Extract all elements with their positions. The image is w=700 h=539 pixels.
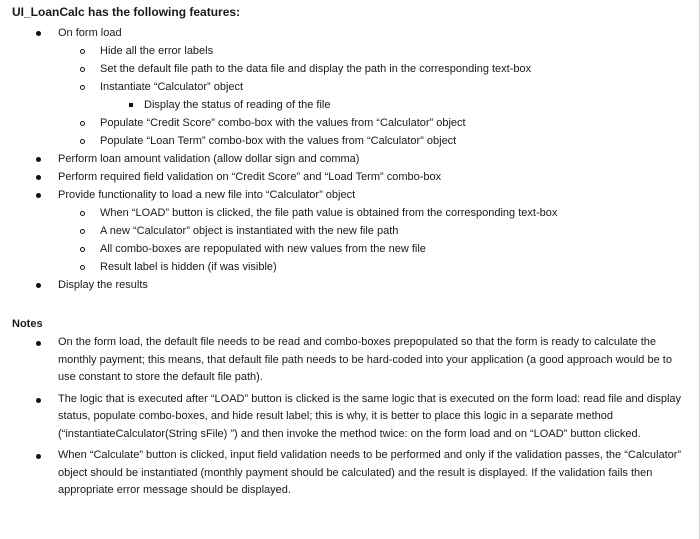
note-item	[12, 447, 687, 500]
sub-item	[100, 204, 687, 222]
feature-item	[12, 150, 687, 168]
sub-item-text: All combo-boxes are repopulated with new values from the new file	[100, 240, 687, 258]
note-text: When “Calculate” button is clicked, input field validation needs to be performed and only if the validation passes, the “Calculator” object should be instantiated (monthly payment should be calculated) and the result is displayed. If the validation fails then appropriate error message should be displayed.	[58, 447, 687, 500]
sub-item	[100, 132, 687, 150]
feature-text: Display the results	[58, 276, 687, 294]
sub-item-text: When “LOAD” button is clicked, the file path value is obtained from the corresponding text-box	[100, 204, 687, 222]
feature-text: Perform required field validation on “Credit Score” and “Load Term” combo-box	[58, 168, 687, 186]
sub-item	[100, 240, 687, 258]
feature-sublist	[58, 42, 687, 150]
note-item	[12, 391, 687, 444]
sub-item	[100, 42, 687, 60]
sub-item	[100, 78, 687, 114]
feature-text: Provide functionality to load a new file into “Calculator” object	[58, 186, 687, 204]
features-list	[12, 24, 687, 294]
notes-list	[12, 334, 687, 500]
notes-heading: Notes	[12, 318, 43, 330]
feature-text: On form load	[58, 24, 687, 42]
feature-item	[12, 186, 687, 276]
sub-item-text: Populate “Credit Score” combo-box with the values from “Calculator” object	[100, 114, 687, 132]
feature-item	[12, 168, 687, 186]
sub-item-text: Hide all the error labels	[100, 42, 687, 60]
note-text: On the form load, the default file needs to be read and combo-boxes prepopulated so that the form is ready to calculate the monthly payment; this means, that default file path needs to be hard-coded into your application (a good approach would be to use constant to store the default file path).	[58, 334, 687, 387]
document-title: UI_LoanCalc has the following features:	[12, 5, 241, 19]
sub-sub-item	[144, 96, 687, 114]
note-text: The logic that is executed after “LOAD” button is clicked is the same logic that is executed on the form load: read file and display status, populate combo-boxes, and hide result label; this is why, it is better to place this logic in a separate method (“instantiateCalculator(String sFile) ”) and then invoke the method twice: on the form load and on “LOAD” button clicked.	[58, 391, 687, 444]
sub-item	[100, 258, 687, 276]
sub-sublist	[100, 96, 687, 114]
sub-item	[100, 60, 687, 78]
sub-item-text: A new “Calculator” object is instantiated with the new file path	[100, 222, 687, 240]
sub-item	[100, 222, 687, 240]
sub-item-text: Result label is hidden (if was visible)	[100, 258, 687, 276]
feature-sublist	[58, 204, 687, 276]
sub-sub-item-text: Display the status of reading of the file	[144, 96, 687, 114]
feature-text: Perform loan amount validation (allow dollar sign and comma)	[58, 150, 687, 168]
sub-item-text: Populate “Loan Term” combo-box with the values from “Calculator” object	[100, 132, 687, 150]
document	[12, 0, 687, 504]
feature-item	[12, 24, 687, 150]
sub-item	[100, 114, 687, 132]
sub-item-text: Instantiate “Calculator” object	[100, 78, 687, 96]
feature-item	[12, 276, 687, 294]
sub-item-text: Set the default file path to the data file and display the path in the corresponding text-box	[100, 60, 687, 78]
note-item	[12, 334, 687, 387]
